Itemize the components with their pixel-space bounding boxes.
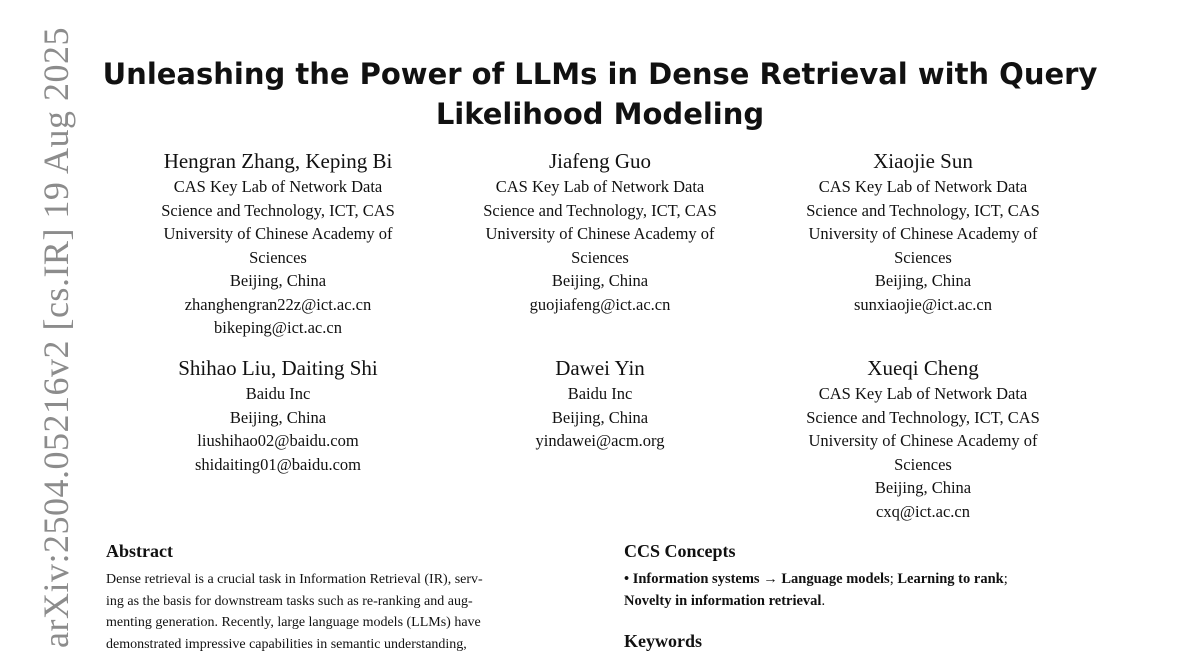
affiliation-line: University of Chinese Academy of [763,222,1083,246]
period: . [821,593,825,609]
author-name: Jiafeng Guo [440,149,760,174]
ccs-term: Learning to rank [897,571,1003,587]
ccs-term: Information systems [633,571,760,587]
arrow-glyph: → [763,571,778,587]
bullet: • [624,571,629,587]
email-line: zhanghengran22z@ict.ac.cn [118,293,438,317]
affiliation-line: Sciences [118,246,438,270]
title-line-1: Unleashing the Power of LLMs in Dense Retrieval with Query [103,57,1098,91]
arxiv-stamp [44,0,84,648]
email-line: liushihao02@baidu.com [118,429,438,453]
ccs-concepts-text [624,568,1114,612]
affiliation-line: CAS Key Lab of Network Data [440,175,760,199]
email-line: yindawei@acm.org [440,429,760,453]
author-name: Xiaojie Sun [763,149,1083,174]
location-line: Beijing, China [118,406,438,430]
arxiv-identifier: arXiv:2504.05216v2 [cs.IR] 19 Aug 2025 [38,27,74,648]
location-line: Beijing, China [440,406,760,430]
keywords-heading: Keywords [624,630,702,652]
affiliation-line: CAS Key Lab of Network Data [763,382,1083,406]
email-line: guojiafeng@ict.ac.cn [440,293,760,317]
author-block-4 [118,356,438,476]
affiliation-line: Science and Technology, ICT, CAS [763,199,1083,223]
author-name: Hengran Zhang, Keping Bi [118,149,438,174]
abstract-text [106,569,586,655]
author-block-3 [763,149,1083,316]
paper-title [100,54,1100,134]
location-line: Beijing, China [440,269,760,293]
affiliation-line: University of Chinese Academy of [440,222,760,246]
affiliation-line: University of Chinese Academy of [763,429,1083,453]
separator: ; [1004,571,1008,587]
affiliation-line: CAS Key Lab of Network Data [763,175,1083,199]
title-line-2: Likelihood Modeling [436,97,764,131]
ccs-term: Novelty in information retrieval [624,593,821,609]
affiliation-line: Science and Technology, ICT, CAS [118,199,438,223]
affiliation-line: CAS Key Lab of Network Data [118,175,438,199]
ccs-concepts-heading: CCS Concepts [624,540,736,562]
affiliation-line: Sciences [763,246,1083,270]
ccs-term: Language models [781,571,889,587]
author-name: Shihao Liu, Daiting Shi [118,356,438,381]
author-block-6 [763,356,1083,523]
location-line: Beijing, China [763,269,1083,293]
abstract-line: ing as the basis for downstream tasks such as re-ranking and aug- [106,591,586,613]
affiliation-line: Baidu Inc [440,382,760,406]
email-line: shidaiting01@baidu.com [118,453,438,477]
abstract-line: menting generation. Recently, large language models (LLMs) have [106,612,586,634]
location-line: Beijing, China [763,476,1083,500]
abstract-heading: Abstract [106,540,173,562]
abstract-line: demonstrated impressive capabilities in semantic understanding, [106,634,586,655]
location-line: Beijing, China [118,269,438,293]
affiliation-line: University of Chinese Academy of [118,222,438,246]
author-block-2 [440,149,760,316]
affiliation-line: Science and Technology, ICT, CAS [440,199,760,223]
separator: ; [890,571,894,587]
affiliation-line: Science and Technology, ICT, CAS [763,406,1083,430]
author-name: Xueqi Cheng [763,356,1083,381]
abstract-line: Dense retrieval is a crucial task in Information Retrieval (IR), serv- [106,569,586,591]
affiliation-line: Sciences [763,453,1083,477]
author-block-5 [440,356,760,453]
affiliation-line: Sciences [440,246,760,270]
email-line: bikeping@ict.ac.cn [118,316,438,340]
author-name: Dawei Yin [440,356,760,381]
affiliation-line: Baidu Inc [118,382,438,406]
author-block-1 [118,149,438,340]
email-line: cxq@ict.ac.cn [763,500,1083,524]
email-line: sunxiaojie@ict.ac.cn [763,293,1083,317]
